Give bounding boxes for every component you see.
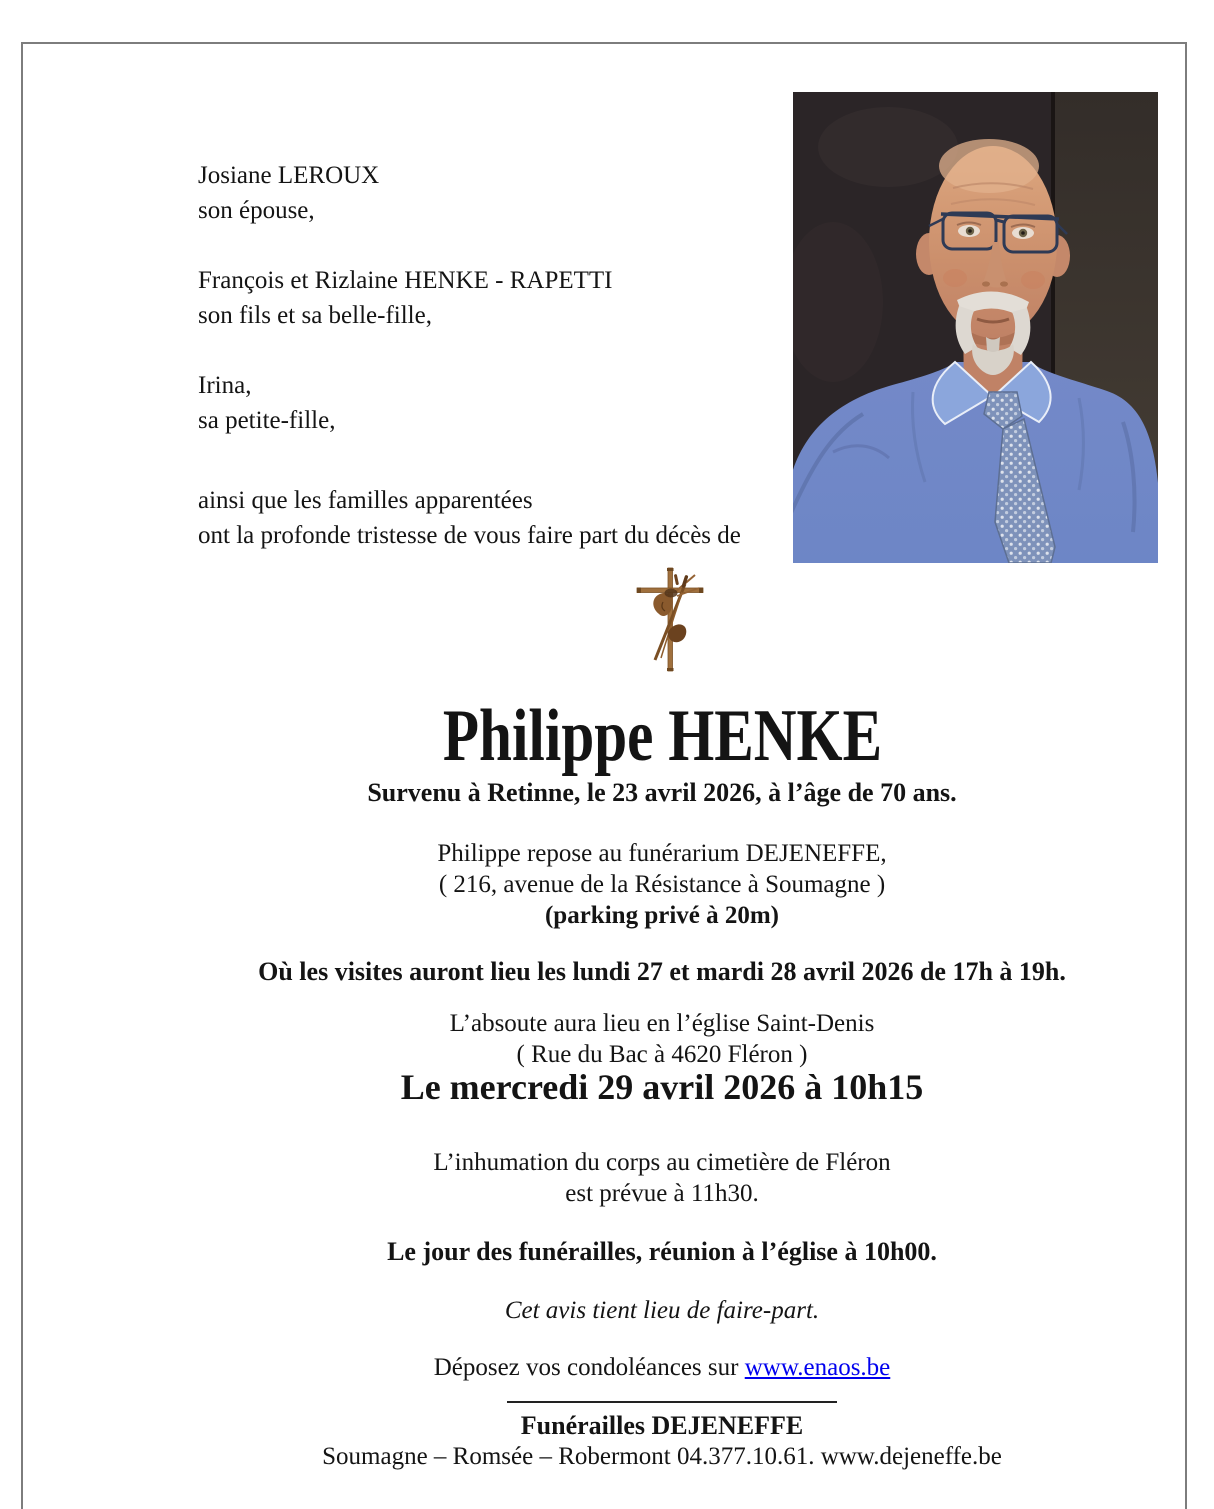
family-line: Josiane LEROUX: [198, 162, 380, 189]
family-line: ont la profonde tristesse de vous faire part du décès de: [198, 522, 741, 549]
announcement-column: [150, 0, 1174, 1509]
absoute-line-2: ( Rue du Bac à 4620 Fléron ): [516, 1041, 808, 1068]
reunion-line: Le jour des funérailles, réunion à l’église à 10h00.: [387, 1237, 937, 1266]
enaos-link[interactable]: www.enaos.be: [744, 1354, 891, 1381]
condolences-text: Déposez vos condoléances sur: [433, 1354, 745, 1381]
repose-line-2: ( 216, avenue de la Résistance à Soumagne ): [438, 871, 886, 898]
family-line: ainsi que les familles apparentées: [198, 487, 533, 514]
footer-separator-line: [507, 1401, 837, 1403]
inhumation-line-1: L’inhumation du corps au cimetière de Fléron: [433, 1149, 891, 1176]
funeral-home-name: Funérailles DEJENEFFE: [520, 1411, 804, 1440]
repose-line-3: (parking privé à 20m): [544, 902, 780, 929]
family-line: son épouse,: [198, 197, 315, 224]
family-line: Irina,: [198, 372, 252, 399]
family-line: François et Rizlaine HENKE - RAPETTI: [198, 267, 613, 294]
family-line: sa petite-fille,: [198, 407, 336, 434]
family-line: son fils et sa belle-fille,: [198, 302, 432, 329]
visits-line: Où les visites auront lieu les lundi 27 et mardi 28 avril 2026 de 17h à 19h.: [258, 957, 1066, 986]
death-date-line: Survenu à Retinne, le 23 avril 2026, à l’âge de 70 ans.: [367, 778, 957, 807]
condolences-line: [150, 1352, 1174, 1383]
ceremony-date-line: Le mercredi 29 avril 2026 à 10h15: [400, 1067, 924, 1107]
funeral-home-info: Soumagne – Romsée – Robermont 04.377.10.61. www.dejeneffe.be: [322, 1443, 1002, 1470]
deceased-name: [150, 694, 1174, 778]
inhumation-line-2: est prévue à 11h30.: [565, 1180, 759, 1207]
absoute-line-1: L’absoute aura lieu en l’église Saint-Denis: [449, 1010, 875, 1037]
deceased-name-text: Philippe HENKE: [442, 695, 882, 777]
repose-line-1: Philippe repose au funérarium DEJENEFFE,: [437, 840, 887, 867]
avis-line: Cet avis tient lieu de faire-part.: [504, 1297, 820, 1324]
